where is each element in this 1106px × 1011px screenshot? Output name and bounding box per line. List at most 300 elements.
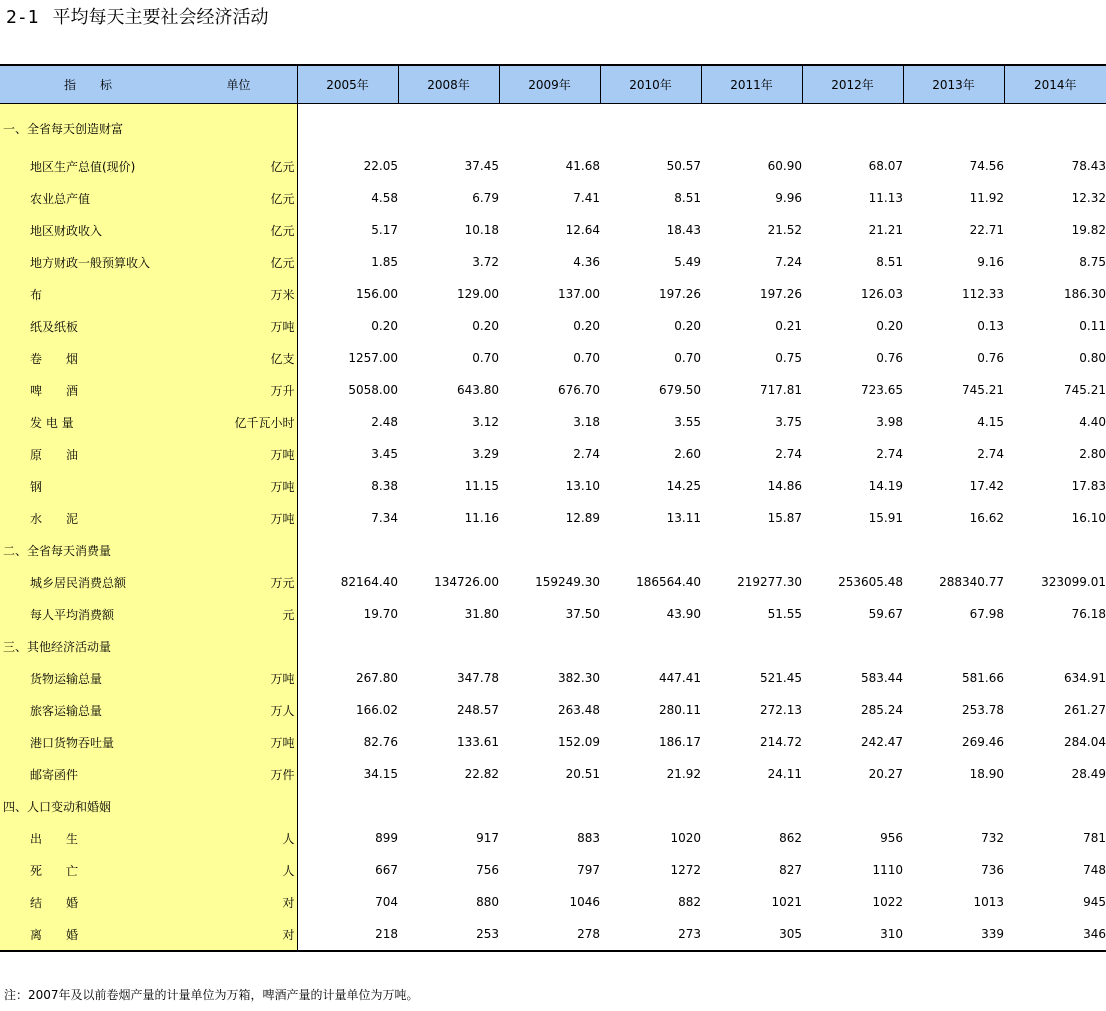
indicator-name: 地区财政收入 bbox=[30, 224, 103, 238]
value-cell bbox=[903, 790, 1004, 822]
value-cell bbox=[701, 104, 802, 151]
indicator-cell bbox=[0, 150, 297, 182]
section-row bbox=[0, 790, 1106, 822]
value-cell: 7.41 bbox=[573, 191, 600, 205]
value-cell bbox=[499, 104, 600, 151]
value-cell bbox=[297, 534, 398, 566]
table-row bbox=[0, 854, 1106, 886]
value-cell: 67.98 bbox=[969, 607, 1004, 621]
value-cell: 37.50 bbox=[565, 607, 600, 621]
indicator-name: 旅客运输总量 bbox=[30, 704, 103, 718]
value-cell: 9.16 bbox=[977, 255, 1004, 269]
value-cell: 253 bbox=[398, 918, 499, 951]
unit-label: 亿千瓦小时 bbox=[234, 416, 295, 430]
table-row bbox=[0, 918, 1106, 951]
value-cell: 8.51 bbox=[674, 191, 701, 205]
unit-label: 万米 bbox=[270, 288, 295, 302]
value-cell: 1022 bbox=[872, 895, 903, 909]
indicator-name: 离 婚 bbox=[30, 928, 79, 942]
value-cell: 137.00 bbox=[558, 287, 600, 301]
year-header: 2009年 bbox=[499, 65, 600, 104]
value-cell: 3.18 bbox=[573, 415, 600, 429]
value-cell: 8.38 bbox=[371, 479, 398, 493]
indicator-name: 出 生 bbox=[30, 832, 79, 846]
value-cell: 5.17 bbox=[371, 223, 398, 237]
value-cell: 5.49 bbox=[674, 255, 701, 269]
value-cell: 82164.40 bbox=[340, 575, 398, 589]
value-cell: 3.12 bbox=[472, 415, 499, 429]
unit-label: 万吨 bbox=[270, 736, 295, 750]
table-row bbox=[0, 886, 1106, 918]
indicator-name: 水 泥 bbox=[30, 512, 79, 526]
year-header: 2012年 bbox=[802, 65, 903, 104]
value-cell: 0.80 bbox=[1079, 351, 1106, 365]
value-cell: 126.03 bbox=[861, 287, 903, 301]
indicator-cell bbox=[0, 598, 297, 630]
value-cell: 280.11 bbox=[659, 703, 701, 717]
value-cell: 0.70 bbox=[674, 351, 701, 365]
value-cell: 1046 bbox=[569, 895, 600, 909]
value-cell: 186.30 bbox=[1064, 287, 1106, 301]
value-cell: 214.72 bbox=[760, 735, 802, 749]
value-cell bbox=[701, 790, 802, 822]
unit-label: 亿元 bbox=[270, 256, 295, 270]
unit-label: 人 bbox=[282, 832, 295, 846]
year-header: 2008年 bbox=[398, 65, 499, 104]
indicator-cell bbox=[0, 534, 297, 566]
unit-label: 亿元 bbox=[270, 192, 295, 206]
table-row bbox=[0, 438, 1106, 470]
value-cell: 11.92 bbox=[969, 191, 1004, 205]
value-cell: 31.80 bbox=[464, 607, 499, 621]
value-cell: 242.47 bbox=[861, 735, 903, 749]
value-cell: 21.21 bbox=[868, 223, 903, 237]
section-title: 一、全省每天创造财富 bbox=[3, 122, 124, 136]
year-header: 2011年 bbox=[701, 65, 802, 104]
value-cell: 14.19 bbox=[868, 479, 903, 493]
value-cell: 19.82 bbox=[1071, 223, 1106, 237]
value-cell: 278 bbox=[499, 918, 600, 951]
value-cell: 28.49 bbox=[1071, 767, 1106, 781]
value-cell: 2.74 bbox=[876, 447, 903, 461]
value-cell: 18.43 bbox=[666, 223, 701, 237]
value-cell: 74.56 bbox=[969, 159, 1004, 173]
value-cell bbox=[1004, 534, 1106, 566]
value-cell: 11.15 bbox=[464, 479, 499, 493]
indicator-cell bbox=[0, 918, 297, 951]
value-cell: 272.13 bbox=[760, 703, 802, 717]
unit-label: 万人 bbox=[270, 704, 295, 718]
footnote: 注：2007年及以前卷烟产量的计量单位为万箱，啤酒产量的计量单位为万吨。 bbox=[4, 988, 419, 1002]
value-cell: 3.55 bbox=[674, 415, 701, 429]
unit-label: 万元 bbox=[270, 576, 295, 590]
value-cell: 2.48 bbox=[371, 415, 398, 429]
value-cell: 11.13 bbox=[868, 191, 903, 205]
value-cell: 0.20 bbox=[472, 319, 499, 333]
value-cell: 797 bbox=[577, 863, 600, 877]
value-cell: 0.11 bbox=[1079, 319, 1106, 333]
year-header: 2010年 bbox=[600, 65, 701, 104]
year-header: 2014年 bbox=[1004, 65, 1106, 104]
indicator-name: 城乡居民消费总额 bbox=[30, 576, 127, 590]
value-cell bbox=[1004, 790, 1106, 822]
value-cell: 19.70 bbox=[363, 607, 398, 621]
value-cell: 1257.00 bbox=[348, 351, 398, 365]
value-cell: 17.42 bbox=[969, 479, 1004, 493]
value-cell bbox=[297, 630, 398, 662]
value-cell bbox=[398, 534, 499, 566]
indicator-cell bbox=[0, 214, 297, 246]
value-cell bbox=[398, 104, 499, 151]
value-cell: 285.24 bbox=[861, 703, 903, 717]
indicator-cell bbox=[0, 310, 297, 342]
value-cell bbox=[1004, 630, 1106, 662]
value-cell: 3.29 bbox=[472, 447, 499, 461]
indicator-cell bbox=[0, 790, 297, 822]
value-cell: 17.83 bbox=[1071, 479, 1106, 493]
value-cell bbox=[499, 534, 600, 566]
value-cell: 4.15 bbox=[977, 415, 1004, 429]
value-cell bbox=[600, 104, 701, 151]
indicator-header-label: 指 标 bbox=[64, 78, 113, 92]
indicator-name: 地方财政一般预算收入 bbox=[30, 256, 151, 270]
value-cell: 880 bbox=[476, 895, 499, 909]
value-cell: 248.57 bbox=[457, 703, 499, 717]
value-cell: 323099.01 bbox=[1041, 575, 1106, 589]
indicator-name: 地区生产总值(现价) bbox=[30, 160, 136, 174]
value-cell: 0.70 bbox=[472, 351, 499, 365]
indicator-header bbox=[0, 65, 297, 104]
value-cell bbox=[600, 790, 701, 822]
statistics-table bbox=[0, 64, 1106, 952]
value-cell: 50.57 bbox=[666, 159, 701, 173]
value-cell: 134726.00 bbox=[434, 575, 499, 589]
value-cell: 159249.30 bbox=[535, 575, 600, 589]
value-cell: 0.75 bbox=[775, 351, 802, 365]
year-header: 2013年 bbox=[903, 65, 1004, 104]
section-title: 四、人口变动和婚姻 bbox=[3, 800, 112, 814]
value-cell bbox=[499, 630, 600, 662]
indicator-cell bbox=[0, 694, 297, 726]
table-row bbox=[0, 758, 1106, 790]
value-cell: 956 bbox=[880, 831, 903, 845]
value-cell: 156.00 bbox=[356, 287, 398, 301]
value-cell: 10.18 bbox=[464, 223, 499, 237]
value-cell: 0.70 bbox=[573, 351, 600, 365]
value-cell: 2.74 bbox=[775, 447, 802, 461]
unit-label: 亿元 bbox=[270, 224, 295, 238]
value-cell: 112.33 bbox=[962, 287, 1004, 301]
value-cell: 0.76 bbox=[977, 351, 1004, 365]
indicator-cell bbox=[0, 278, 297, 310]
value-cell: 16.62 bbox=[969, 511, 1004, 525]
value-cell: 7.24 bbox=[775, 255, 802, 269]
unit-label: 人 bbox=[282, 864, 295, 878]
table-row bbox=[0, 566, 1106, 598]
value-cell: 133.61 bbox=[457, 735, 499, 749]
value-cell: 347.78 bbox=[457, 671, 499, 685]
year-header: 2005年 bbox=[297, 65, 398, 104]
value-cell: 16.10 bbox=[1071, 511, 1106, 525]
table-row bbox=[0, 726, 1106, 758]
value-cell: 3.45 bbox=[371, 447, 398, 461]
value-cell: 521.45 bbox=[760, 671, 802, 685]
unit-label: 对 bbox=[282, 896, 295, 910]
table-row bbox=[0, 214, 1106, 246]
unit-label: 万吨 bbox=[270, 320, 295, 334]
value-cell: 288340.77 bbox=[939, 575, 1004, 589]
value-cell: 382.30 bbox=[558, 671, 600, 685]
value-cell: 581.66 bbox=[962, 671, 1004, 685]
value-cell: 0.20 bbox=[876, 319, 903, 333]
value-cell: 186.17 bbox=[659, 735, 701, 749]
section-row bbox=[0, 104, 1106, 151]
indicator-name: 原 油 bbox=[30, 448, 79, 462]
unit-label: 万吨 bbox=[270, 512, 295, 526]
value-cell: 1.85 bbox=[371, 255, 398, 269]
value-cell: 717.81 bbox=[760, 383, 802, 397]
indicator-name: 布 bbox=[30, 288, 43, 302]
value-cell: 899 bbox=[375, 831, 398, 845]
indicator-cell bbox=[0, 662, 297, 694]
value-cell: 253605.48 bbox=[838, 575, 903, 589]
value-cell bbox=[802, 630, 903, 662]
value-cell bbox=[903, 630, 1004, 662]
value-cell: 129.00 bbox=[457, 287, 499, 301]
table-row bbox=[0, 502, 1106, 534]
table-row bbox=[0, 150, 1106, 182]
value-cell: 339 bbox=[903, 918, 1004, 951]
value-cell: 12.32 bbox=[1071, 191, 1106, 205]
value-cell: 5058.00 bbox=[348, 383, 398, 397]
value-cell: 882 bbox=[678, 895, 701, 909]
unit-label: 元 bbox=[282, 608, 295, 622]
value-cell: 883 bbox=[577, 831, 600, 845]
value-cell: 166.02 bbox=[356, 703, 398, 717]
table-row bbox=[0, 662, 1106, 694]
value-cell bbox=[903, 534, 1004, 566]
value-cell: 8.75 bbox=[1079, 255, 1106, 269]
table-row bbox=[0, 342, 1106, 374]
value-cell: 59.67 bbox=[868, 607, 903, 621]
value-cell: 2.80 bbox=[1079, 447, 1106, 461]
value-cell: 0.20 bbox=[573, 319, 600, 333]
value-cell: 197.26 bbox=[659, 287, 701, 301]
value-cell bbox=[701, 534, 802, 566]
value-cell bbox=[297, 790, 398, 822]
value-cell: 667 bbox=[375, 863, 398, 877]
value-cell: 20.27 bbox=[868, 767, 903, 781]
value-cell: 12.89 bbox=[565, 511, 600, 525]
value-cell: 2.60 bbox=[674, 447, 701, 461]
value-cell: 51.55 bbox=[767, 607, 802, 621]
unit-label: 万吨 bbox=[270, 480, 295, 494]
indicator-cell bbox=[0, 886, 297, 918]
table-row bbox=[0, 406, 1106, 438]
value-cell: 2.74 bbox=[977, 447, 1004, 461]
table-body bbox=[0, 104, 1106, 952]
value-cell: 723.65 bbox=[861, 383, 903, 397]
value-cell: 13.10 bbox=[565, 479, 600, 493]
value-cell: 22.82 bbox=[464, 767, 499, 781]
value-cell: 6.79 bbox=[472, 191, 499, 205]
value-cell: 15.87 bbox=[767, 511, 802, 525]
indicator-cell bbox=[0, 342, 297, 374]
unit-label: 万吨 bbox=[270, 448, 295, 462]
table-row bbox=[0, 470, 1106, 502]
value-cell: 267.80 bbox=[356, 671, 398, 685]
value-cell: 7.34 bbox=[371, 511, 398, 525]
value-cell: 14.86 bbox=[767, 479, 802, 493]
value-cell: 862 bbox=[779, 831, 802, 845]
indicator-name: 钢 bbox=[30, 480, 43, 494]
value-cell: 11.16 bbox=[464, 511, 499, 525]
value-cell bbox=[499, 790, 600, 822]
indicator-name: 结 婚 bbox=[30, 896, 79, 910]
section-row bbox=[0, 630, 1106, 662]
value-cell: 263.48 bbox=[558, 703, 600, 717]
unit-label: 亿元 bbox=[270, 160, 295, 174]
value-cell bbox=[802, 104, 903, 151]
table-row bbox=[0, 246, 1106, 278]
unit-label: 万吨 bbox=[270, 672, 295, 686]
indicator-cell bbox=[0, 566, 297, 598]
value-cell: 1110 bbox=[872, 863, 903, 877]
value-cell: 346 bbox=[1004, 918, 1106, 951]
value-cell: 945 bbox=[1083, 895, 1106, 909]
table-row bbox=[0, 278, 1106, 310]
value-cell: 273 bbox=[600, 918, 701, 951]
indicator-name: 邮寄函件 bbox=[30, 768, 79, 782]
header-row bbox=[0, 65, 1106, 104]
value-cell: 60.90 bbox=[767, 159, 802, 173]
value-cell: 261.27 bbox=[1064, 703, 1106, 717]
value-cell bbox=[701, 630, 802, 662]
value-cell: 0.20 bbox=[674, 319, 701, 333]
value-cell: 3.75 bbox=[775, 415, 802, 429]
page-title bbox=[6, 6, 269, 30]
value-cell: 22.71 bbox=[969, 223, 1004, 237]
value-cell: 78.43 bbox=[1071, 159, 1106, 173]
value-cell: 219277.30 bbox=[737, 575, 802, 589]
value-cell: 1020 bbox=[670, 831, 701, 845]
value-cell: 20.51 bbox=[565, 767, 600, 781]
table-number: 2-1 bbox=[6, 7, 39, 28]
indicator-name: 死 亡 bbox=[30, 864, 79, 878]
indicator-cell bbox=[0, 182, 297, 214]
indicator-name: 每人平均消费额 bbox=[30, 608, 115, 622]
indicator-name: 农业总产值 bbox=[30, 192, 91, 206]
value-cell: 41.68 bbox=[565, 159, 600, 173]
value-cell: 218 bbox=[297, 918, 398, 951]
value-cell: 634.91 bbox=[1064, 671, 1106, 685]
value-cell: 76.18 bbox=[1071, 607, 1106, 621]
value-cell: 643.80 bbox=[457, 383, 499, 397]
value-cell: 13.11 bbox=[666, 511, 701, 525]
value-cell: 269.46 bbox=[962, 735, 1004, 749]
indicator-cell bbox=[0, 438, 297, 470]
value-cell: 197.26 bbox=[760, 287, 802, 301]
value-cell: 748 bbox=[1083, 863, 1106, 877]
value-cell bbox=[297, 104, 398, 151]
table-row bbox=[0, 310, 1106, 342]
value-cell: 917 bbox=[476, 831, 499, 845]
indicator-name: 货物运输总量 bbox=[30, 672, 103, 686]
indicator-cell bbox=[0, 854, 297, 886]
section-title: 二、全省每天消费量 bbox=[3, 544, 112, 558]
indicator-cell bbox=[0, 470, 297, 502]
indicator-name: 纸及纸板 bbox=[30, 320, 79, 334]
value-cell: 21.92 bbox=[666, 767, 701, 781]
table-row bbox=[0, 822, 1106, 854]
value-cell: 4.40 bbox=[1079, 415, 1106, 429]
value-cell: 3.98 bbox=[876, 415, 903, 429]
table-row bbox=[0, 694, 1106, 726]
value-cell: 68.07 bbox=[868, 159, 903, 173]
value-cell: 2.74 bbox=[573, 447, 600, 461]
section-title: 三、其他经济活动量 bbox=[3, 640, 112, 654]
value-cell: 827 bbox=[779, 863, 802, 877]
value-cell: 745.21 bbox=[1064, 383, 1106, 397]
value-cell: 18.90 bbox=[969, 767, 1004, 781]
indicator-cell bbox=[0, 822, 297, 854]
value-cell: 745.21 bbox=[962, 383, 1004, 397]
indicator-cell bbox=[0, 246, 297, 278]
value-cell: 253.78 bbox=[962, 703, 1004, 717]
table-row bbox=[0, 182, 1106, 214]
value-cell: 37.45 bbox=[464, 159, 499, 173]
value-cell: 8.51 bbox=[876, 255, 903, 269]
value-cell: 447.41 bbox=[659, 671, 701, 685]
unit-header-label: 单位 bbox=[226, 78, 251, 92]
value-cell: 14.25 bbox=[666, 479, 701, 493]
value-cell: 0.13 bbox=[977, 319, 1004, 333]
indicator-name: 卷 烟 bbox=[30, 352, 79, 366]
indicator-cell bbox=[0, 726, 297, 758]
indicator-cell bbox=[0, 104, 297, 151]
value-cell bbox=[600, 630, 701, 662]
table-row bbox=[0, 374, 1106, 406]
value-cell: 24.11 bbox=[767, 767, 802, 781]
value-cell: 1013 bbox=[973, 895, 1004, 909]
unit-label: 对 bbox=[282, 928, 295, 942]
table-row bbox=[0, 598, 1106, 630]
value-cell: 82.76 bbox=[363, 735, 398, 749]
value-cell: 12.64 bbox=[565, 223, 600, 237]
section-row bbox=[0, 534, 1106, 566]
value-cell: 0.20 bbox=[371, 319, 398, 333]
value-cell bbox=[1004, 104, 1106, 151]
value-cell: 704 bbox=[375, 895, 398, 909]
value-cell: 4.58 bbox=[371, 191, 398, 205]
value-cell: 9.96 bbox=[775, 191, 802, 205]
value-cell: 736 bbox=[981, 863, 1004, 877]
value-cell: 152.09 bbox=[558, 735, 600, 749]
value-cell bbox=[903, 104, 1004, 151]
value-cell: 305 bbox=[701, 918, 802, 951]
indicator-cell bbox=[0, 758, 297, 790]
value-cell bbox=[600, 534, 701, 566]
value-cell: 0.21 bbox=[775, 319, 802, 333]
value-cell: 583.44 bbox=[861, 671, 903, 685]
indicator-cell bbox=[0, 406, 297, 438]
value-cell: 1272 bbox=[670, 863, 701, 877]
value-cell: 22.05 bbox=[363, 159, 398, 173]
value-cell: 284.04 bbox=[1064, 735, 1106, 749]
value-cell: 676.70 bbox=[558, 383, 600, 397]
value-cell: 310 bbox=[802, 918, 903, 951]
unit-label: 万件 bbox=[270, 768, 295, 782]
